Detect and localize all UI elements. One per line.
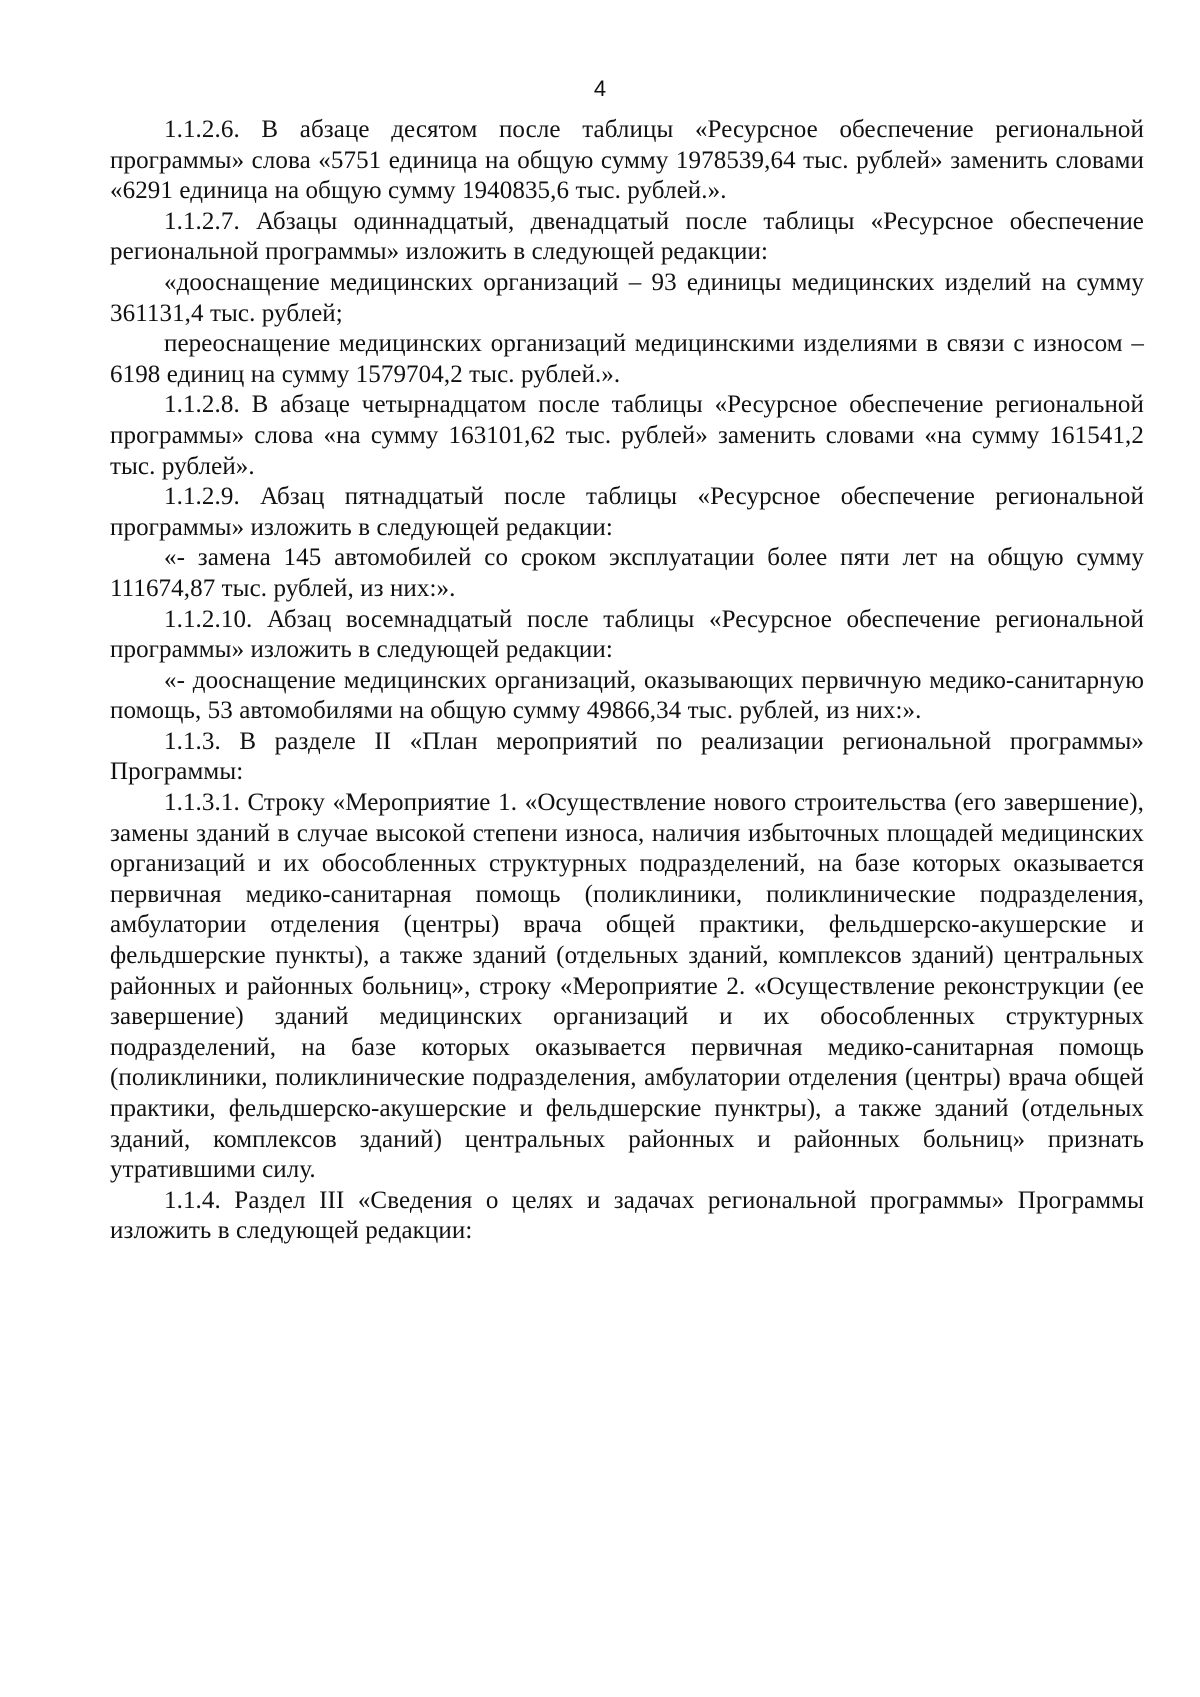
document-body xyxy=(110,115,1144,1247)
paragraph-1-1-2-9: 1.1.2.9. Абзац пятнадцатый после таблицы «Ресурсное обеспечение региональной программы» изложить в следующей редакции: xyxy=(110,483,1144,541)
paragraph-1-1-4: 1.1.4. Раздел III «Сведения о целях и задачах региональной программы» Программы изложить в следующей редакции: xyxy=(110,1186,1144,1245)
page-number: 4 xyxy=(593,76,607,101)
paragraph-1-1-2-10: 1.1.2.10. Абзац восемнадцатый после таблицы «Ресурсное обеспечение региональной программы» изложить в следующей редакции: xyxy=(110,605,1144,664)
quoted-paragraph-vehicle-equipment: «- дооснащение медицинских организаций, оказывающих первичную медико-санитарную помощь, 53 автомобилями на общую сумму 49866,34 тыс. рублей, из них:». xyxy=(110,666,1144,725)
paragraph-1-1-2-8: 1.1.2.8. В абзаце четырнадцатом после таблицы «Ресурсное обеспечение региональной программы» слова «на сумму 163101,62 тыс. рублей» заменить словами «на сумму 161541,2 тыс. рублей». xyxy=(110,391,1144,480)
paragraph-1-1-3: 1.1.3. В разделе II «План мероприятий по реализации региональной программы» Программы: xyxy=(110,727,1144,786)
quoted-paragraph-vehicle-replacement: «- замена 145 автомобилей со сроком эксплуатации более пяти лет на общую сумму 111674,87 тыс. рублей, из них:». xyxy=(110,544,1144,602)
quoted-paragraph-reequipment: переоснащение медицинских организаций медицинскими изделиями в связи с износом – 6198 единиц на сумму 1579704,2 тыс. рублей.». xyxy=(110,330,1144,388)
quoted-paragraph-equipment: «дооснащение медицинских организаций – 93 единицы медицинских изделий на сумму 361131,4 тыс. рублей; xyxy=(110,268,1144,327)
paragraph-1-1-3-1: 1.1.3.1. Строку «Мероприятие 1. «Осуществление нового строительства (его завершение), замены зданий в случае высокой степени износа, наличия избыточных площадей медицинских организаций и их обособленных структурных подразделений, на базе которых оказывается первичная медико-санитарная помощь (поликлиники, поликлинические подразделения, амбулатории отделения (центры) врача общей практики, фельдшерско-акушерские и фельдшерские пункты), а также зданий (отдельных зданий, комплексов зданий) центральных районных и районных больниц», строку «Мероприятие 2. «Осуществление реконструкции (ее завершение) зданий медицинских организаций и их обособленных структурных подразделений, на базе которых оказывается первичная медико-санитарная помощь (поликлиники, поликлинические подразделения, амбулатории отделения (центры) врача общей практики, фельдшерско-акушерские и фельдшерские пунктры), а также зданий (отдельных зданий, комплексов зданий) центральных районных и районных больниц» признать утратившими силу. xyxy=(110,789,1144,1184)
paragraph-1-1-2-6: 1.1.2.6. В абзаце десятом после таблицы «Ресурсное обеспечение региональной программы» слова «5751 единица на общую сумму 1978539,64 тыс. рублей» заменить словами «6291 единица на общую сумму 1940835,6 тыс. рублей.». xyxy=(110,116,1144,205)
paragraph-1-1-2-7: 1.1.2.7. Абзацы одиннадцатый, двенадцатый после таблицы «Ресурсное обеспечение региональной программы» изложить в следующей редакции: xyxy=(110,207,1144,266)
